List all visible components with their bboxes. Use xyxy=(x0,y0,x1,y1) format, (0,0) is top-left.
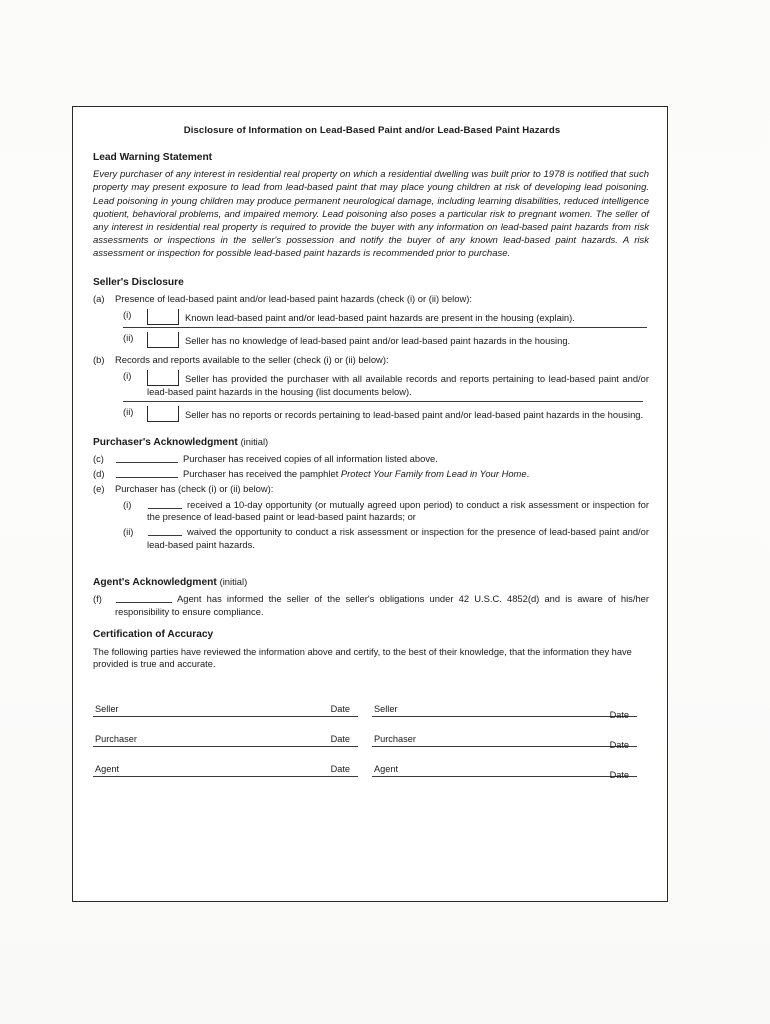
signature-label-purchaser-left: Purchaser xyxy=(95,734,137,745)
signature-label-seller-left: Seller xyxy=(95,704,119,715)
purchaser-item-e xyxy=(93,483,651,496)
agents-acknowledgment-heading-text: Agent's Acknowledgment xyxy=(93,576,217,588)
seller-item-b-label: (b) xyxy=(93,354,105,365)
seller-item-a-ii-text: Seller has no knowledge of lead-based paint and/or lead-based paint hazards in the housing. xyxy=(185,335,571,346)
signature-label-purchaser-right: Purchaser xyxy=(374,734,416,745)
signature-row-seller xyxy=(93,697,651,727)
agent-item-f xyxy=(93,593,651,619)
purchaser-item-e-text: Purchaser has (check (i) or (ii) below): xyxy=(115,482,274,494)
seller-item-b-text: Records and reports available to the seller (check (i) or (ii) below): xyxy=(115,354,389,365)
checkbox-seller-a-i[interactable] xyxy=(147,309,179,325)
signature-cell-purchaser-right[interactable] xyxy=(372,727,651,757)
purchaser-item-c-label: (c) xyxy=(93,453,104,465)
checkbox-seller-b-ii[interactable] xyxy=(147,406,179,422)
document-frame xyxy=(72,106,668,902)
signature-cell-agent-right[interactable] xyxy=(372,757,651,787)
seller-item-a xyxy=(93,293,651,348)
date-label-seller-left: Date xyxy=(330,704,350,715)
initial-line-e-ii[interactable] xyxy=(148,526,182,536)
date-label-agent-left: Date xyxy=(330,764,350,775)
purchasers-acknowledgment-heading-text: Purchaser's Acknowledgment xyxy=(93,436,238,448)
purchaser-item-d xyxy=(93,468,651,481)
certification-heading: Certification of Accuracy xyxy=(93,628,214,640)
purchaser-item-d-label: (d) xyxy=(93,467,105,479)
date-label-purchaser-right: Date xyxy=(609,740,629,751)
purchaser-item-e-ii xyxy=(93,526,651,552)
signature-row-purchaser xyxy=(93,727,651,757)
agents-acknowledgment-note: (initial) xyxy=(219,575,248,587)
seller-item-b-i-text: Seller has provided the purchaser with all available records and reports pertaining to lead-based paint and/or lead-based paint hazards in the housing (list documents below). xyxy=(147,372,649,397)
agent-item-f-label: (f) xyxy=(93,593,102,605)
purchaser-item-e-label: (e) xyxy=(93,482,105,494)
documents-write-line[interactable] xyxy=(123,401,643,402)
signature-row-agent xyxy=(93,757,651,787)
signature-cell-purchaser-left[interactable] xyxy=(93,727,372,757)
signature-line-purchaser-left[interactable] xyxy=(93,746,358,747)
checkbox-seller-a-ii[interactable] xyxy=(147,332,179,348)
signature-cell-seller-right[interactable] xyxy=(372,697,651,727)
purchaser-item-d-text-after: . xyxy=(526,467,530,479)
initial-line-c[interactable] xyxy=(116,453,178,463)
purchaser-item-e-i-label: (i) xyxy=(123,498,132,510)
signature-cell-seller-left[interactable] xyxy=(93,697,372,727)
signature-label-seller-right: Seller xyxy=(374,704,398,715)
purchaser-item-e-i-text: received a 10-day opportunity (or mutually agreed upon period) to conduct a risk assessment or inspection for the presence of lead-based paint or lead-based paint hazards; or xyxy=(147,498,649,523)
date-label-purchaser-left: Date xyxy=(330,734,350,745)
signature-area xyxy=(93,697,651,787)
initial-line-e-i[interactable] xyxy=(148,499,182,509)
seller-item-a-i-label: (i) xyxy=(123,309,132,320)
signature-line-agent-left[interactable] xyxy=(93,776,358,777)
signature-line-seller-left[interactable] xyxy=(93,716,358,717)
purchaser-item-e-ii-label: (ii) xyxy=(123,526,134,538)
purchaser-item-e-i xyxy=(93,499,651,525)
agent-item-f-text: Agent has informed the seller of the seller's obligations under 42 U.S.C. 4852(d) and is aware of his/her responsibility to ensure compliance. xyxy=(115,593,649,618)
document-title: Disclosure of Information on Lead-Based Paint and/or Lead-Based Paint Hazards xyxy=(183,125,561,136)
signature-label-agent-left: Agent xyxy=(95,764,120,775)
signature-line-purchaser-right[interactable] xyxy=(372,746,637,747)
signature-line-agent-right[interactable] xyxy=(372,776,637,777)
purchasers-acknowledgment-heading xyxy=(93,436,651,450)
agents-acknowledgment-heading xyxy=(93,576,651,590)
purchaser-item-c-text: Purchaser has received copies of all information listed above. xyxy=(183,453,438,465)
document-body xyxy=(93,119,651,787)
lead-warning-text: Every purchaser of any interest in residential real property on which a residential dwelling was built prior to 1978 is notified that such property may present exposure to lead from lead-based paint that may place young children at risk of developing lead poisoning. Lead poisoning in young children may produce permanent neurological damage, including learning disabilities, reduced intelligence quotient, behavioral problems, and impaired memory. Lead poisoning also poses a particular risk to pregnant women. The seller of any interest in residential real property is required to provide the buyer with any information on lead-based paint hazards from risk assessments or inspections in the seller's possession and notify the buyer of any known lead-based paint hazards. A risk assessment or inspection for possible lead-based paint hazards is recommended prior to purchase. xyxy=(93,169,649,260)
signature-cell-agent-left[interactable] xyxy=(93,757,372,787)
explain-write-line[interactable] xyxy=(123,327,647,328)
purchaser-item-e-ii-text: waived the opportunity to conduct a risk assessment or inspection for the presence of lead-based paint and/or lead-based paint hazards. xyxy=(147,526,649,550)
seller-item-b-i-label: (i) xyxy=(123,369,132,381)
seller-item-a-text: Presence of lead-based paint and/or lead-based paint hazards (check (i) or (ii) below): xyxy=(115,293,472,305)
initial-line-d[interactable] xyxy=(116,468,178,478)
signature-label-agent-right: Agent xyxy=(374,764,399,775)
seller-item-b xyxy=(93,354,651,422)
lead-warning-heading: Lead Warning Statement xyxy=(93,151,213,163)
seller-item-b-ii-label: (ii) xyxy=(123,405,134,417)
purchaser-item-d-text-before: Purchaser has received the pamphlet xyxy=(183,467,341,479)
checkbox-seller-b-i[interactable] xyxy=(147,370,179,386)
seller-item-a-label: (a) xyxy=(93,293,105,305)
seller-item-a-ii-label: (ii) xyxy=(123,332,134,343)
purchasers-acknowledgment-note: (initial) xyxy=(240,435,269,447)
initial-line-f[interactable] xyxy=(116,593,172,603)
sellers-disclosure-heading: Seller's Disclosure xyxy=(93,276,184,288)
seller-item-b-ii-text: Seller has no reports or records pertaining to lead-based paint and/or lead-based paint hazards in the housing. xyxy=(185,408,644,420)
seller-item-a-i-text: Known lead-based paint and/or lead-based paint hazards are present in the housing (explain). xyxy=(185,312,575,323)
date-label-agent-right: Date xyxy=(609,770,629,781)
pamphlet-title: Protect Your Family from Lead in Your Home xyxy=(340,467,527,479)
purchaser-item-c xyxy=(93,453,651,466)
signature-line-seller-right[interactable] xyxy=(372,716,637,717)
date-label-seller-right: Date xyxy=(609,710,629,721)
certification-text: The following parties have reviewed the information above and certify, to the best of their knowledge, that the information they have provided is true and accurate. xyxy=(93,646,632,670)
